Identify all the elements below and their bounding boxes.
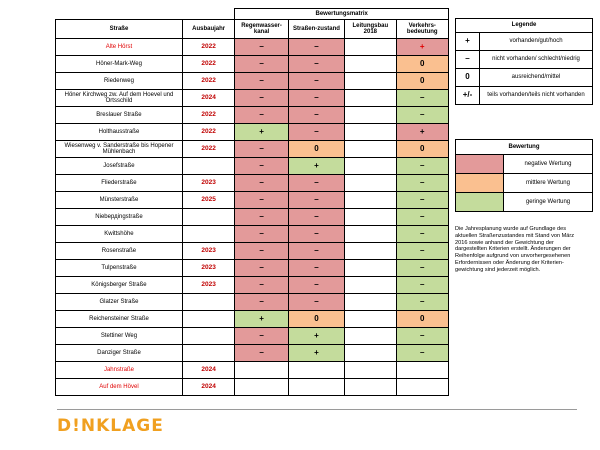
rain-channel-cell: –	[235, 39, 288, 56]
road-condition-cell: –	[288, 277, 344, 294]
pipe-construction-cell	[345, 379, 396, 396]
pipe-construction-cell	[345, 90, 396, 107]
rating-text: geringe Wertung	[504, 193, 593, 212]
rating-swatch-negative	[456, 155, 504, 174]
rain-channel-cell: –	[235, 277, 288, 294]
evaluation-matrix-table	[55, 8, 449, 396]
road-condition-cell: –	[288, 294, 344, 311]
table-row	[56, 311, 449, 328]
road-condition-cell: 0	[288, 311, 344, 328]
legend-text: teils vorhanden/teils nicht vorhanden	[480, 87, 593, 105]
road-condition-cell: –	[288, 90, 344, 107]
street-name-cell: Stettiner Weg	[56, 328, 183, 345]
year-cell: 2023	[182, 260, 234, 277]
table-row	[56, 345, 449, 362]
pipe-construction-cell	[345, 158, 396, 175]
pipe-construction-cell	[345, 294, 396, 311]
year-cell	[182, 345, 234, 362]
rating-text: negative Wertung	[504, 155, 593, 174]
rating-text: mittlere Wertung	[504, 174, 593, 193]
traffic-importance-cell: –	[396, 294, 448, 311]
traffic-importance-cell: –	[396, 226, 448, 243]
year-cell	[182, 158, 234, 175]
year-cell: 2022	[182, 73, 234, 90]
street-name-cell: Holthausstraße	[56, 124, 183, 141]
rating-swatch-medium	[456, 174, 504, 193]
table-row	[56, 158, 449, 175]
rain-channel-cell: –	[235, 175, 288, 192]
street-name-cell: Münsterstraße	[56, 192, 183, 209]
table-row	[56, 277, 449, 294]
legend-text: vorhanden/gut/hoch	[480, 33, 593, 51]
rain-channel-cell: –	[235, 209, 288, 226]
street-name-cell: Rosenstraße	[56, 243, 183, 260]
road-condition-cell: –	[288, 192, 344, 209]
header-traffic-importance: Verkehrs-bedeutung	[396, 20, 448, 39]
street-name-cell: Alte Hörst	[56, 39, 183, 56]
year-cell: 2025	[182, 192, 234, 209]
traffic-importance-cell: –	[396, 260, 448, 277]
road-condition-cell	[288, 379, 344, 396]
legend-text: nicht vorhanden/ schlecht/niedrig	[480, 51, 593, 69]
legend-symbol: –	[456, 51, 480, 69]
street-name-cell: Tulpenstraße	[56, 260, 183, 277]
rain-channel-cell: –	[235, 226, 288, 243]
table-row	[56, 294, 449, 311]
pipe-construction-cell	[345, 226, 396, 243]
traffic-importance-cell: 0	[396, 73, 448, 90]
road-condition-cell: –	[288, 175, 344, 192]
legend-text: ausreichend/mittel	[480, 69, 593, 87]
road-condition-cell: –	[288, 209, 344, 226]
traffic-importance-cell: –	[396, 328, 448, 345]
traffic-importance-cell: –	[396, 243, 448, 260]
header-pipe-construction: Leitungsbau 2018	[345, 20, 396, 39]
year-cell: 2022	[182, 56, 234, 73]
rain-channel-cell: –	[235, 243, 288, 260]
street-name-cell: Niebердingstraße	[56, 209, 183, 226]
rain-channel-cell: –	[235, 90, 288, 107]
table-row	[56, 107, 449, 124]
year-cell: 2022	[182, 107, 234, 124]
traffic-importance-cell: +	[396, 124, 448, 141]
year-cell	[182, 209, 234, 226]
street-name-cell: Höner-Mark-Weg	[56, 56, 183, 73]
table-row	[56, 226, 449, 243]
traffic-importance-cell: 0	[396, 311, 448, 328]
rating-title: Bewertung	[456, 140, 593, 155]
road-condition-cell: +	[288, 158, 344, 175]
pipe-construction-cell	[345, 277, 396, 294]
year-cell	[182, 294, 234, 311]
planning-note: Die Jahresplanung wurde auf Grundlage des aktuellen Straßenzustandes mit Stand von März 2016 sowie anhand der Gewichtung der dargestellten Kriterien erstellt. Änderungen der Reihenfolge aufgrund von unvorhergesehenen Erfordernissen oder Änderung der Kriteriengewichtung sind jederzeit möglich.	[455, 226, 575, 273]
street-name-cell: Fliederstraße	[56, 175, 183, 192]
pipe-construction-cell	[345, 192, 396, 209]
pipe-construction-cell	[345, 328, 396, 345]
table-row	[56, 90, 449, 107]
pipe-construction-cell	[345, 243, 396, 260]
street-name-cell: Reichensteiner Straße	[56, 311, 183, 328]
traffic-importance-cell: +	[396, 39, 448, 56]
rain-channel-cell: +	[235, 311, 288, 328]
traffic-importance-cell: 0	[396, 56, 448, 73]
street-name-cell: Riedenweg	[56, 73, 183, 90]
pipe-construction-cell	[345, 56, 396, 73]
pipe-construction-cell	[345, 107, 396, 124]
table-row	[56, 192, 449, 209]
year-cell: 2022	[182, 141, 234, 158]
legend-table	[455, 18, 593, 105]
traffic-importance-cell: –	[396, 90, 448, 107]
table-row	[56, 73, 449, 90]
pipe-construction-cell	[345, 175, 396, 192]
rain-channel-cell: –	[235, 328, 288, 345]
table-row	[56, 175, 449, 192]
rain-channel-cell: –	[235, 158, 288, 175]
traffic-importance-cell	[396, 379, 448, 396]
header-road-condition: Straßen-zustand	[288, 20, 344, 39]
legend-symbol: +/-	[456, 87, 480, 105]
street-name-cell: Glatzer Straße	[56, 294, 183, 311]
road-condition-cell: –	[288, 124, 344, 141]
legend-symbol: +	[456, 33, 480, 51]
year-cell: 2023	[182, 277, 234, 294]
year-cell: 2022	[182, 39, 234, 56]
street-name-cell: Josefstraße	[56, 158, 183, 175]
traffic-importance-cell: –	[396, 158, 448, 175]
year-cell: 2024	[182, 362, 234, 379]
road-condition-cell: –	[288, 73, 344, 90]
year-cell	[182, 328, 234, 345]
pipe-construction-cell	[345, 260, 396, 277]
road-condition-cell: +	[288, 328, 344, 345]
pipe-construction-cell	[345, 124, 396, 141]
street-name-cell: Wiesenweg v. Sanderstraße bis Hopener Mühlenbach	[56, 141, 183, 158]
pipe-construction-cell	[345, 209, 396, 226]
traffic-importance-cell	[396, 362, 448, 379]
street-name-cell: Jahnstraße	[56, 362, 183, 379]
year-cell: 2023	[182, 175, 234, 192]
rain-channel-cell: –	[235, 260, 288, 277]
header-year: Ausbaujahr	[182, 20, 234, 39]
year-cell: 2024	[182, 90, 234, 107]
street-name-cell: Breslauer Straße	[56, 107, 183, 124]
table-row	[56, 209, 449, 226]
year-cell: 2024	[182, 379, 234, 396]
table-row	[56, 362, 449, 379]
year-cell: 2023	[182, 243, 234, 260]
matrix-super-header: Bewertungsmatrix	[235, 9, 449, 20]
street-name-cell: Danziger Straße	[56, 345, 183, 362]
street-name-cell: Höner Kirchweg zw. Auf dem Hoevel und Ortsschild	[56, 90, 183, 107]
pipe-construction-cell	[345, 73, 396, 90]
table-row	[56, 39, 449, 56]
legend-title: Legende	[456, 19, 593, 33]
table-row	[56, 260, 449, 277]
road-condition-cell: –	[288, 107, 344, 124]
rain-channel-cell: –	[235, 56, 288, 73]
traffic-importance-cell: –	[396, 345, 448, 362]
table-row	[56, 243, 449, 260]
rain-channel-cell: –	[235, 141, 288, 158]
rain-channel-cell: –	[235, 107, 288, 124]
street-name-cell: Königsberger Straße	[56, 277, 183, 294]
rain-channel-cell	[235, 379, 288, 396]
dinklage-logo: D!NKLAGE	[57, 416, 164, 436]
street-name-cell: Auf dem Hövel	[56, 379, 183, 396]
road-condition-cell: –	[288, 226, 344, 243]
year-cell	[182, 311, 234, 328]
table-row	[56, 56, 449, 73]
table-row	[56, 328, 449, 345]
road-condition-cell: –	[288, 56, 344, 73]
year-cell: 2022	[182, 124, 234, 141]
traffic-importance-cell: –	[396, 192, 448, 209]
table-row	[56, 124, 449, 141]
header-rain-channel: Regenwasser-kanal	[235, 20, 288, 39]
header-street: Straße	[56, 20, 183, 39]
road-condition-cell: +	[288, 345, 344, 362]
street-name-cell: Kwittshöhe	[56, 226, 183, 243]
table-row	[56, 379, 449, 396]
pipe-construction-cell	[345, 311, 396, 328]
traffic-importance-cell: 0	[396, 141, 448, 158]
pipe-construction-cell	[345, 39, 396, 56]
rain-channel-cell: –	[235, 192, 288, 209]
year-cell	[182, 226, 234, 243]
legend-symbol: 0	[456, 69, 480, 87]
pipe-construction-cell	[345, 345, 396, 362]
rating-swatch-low	[456, 193, 504, 212]
road-condition-cell	[288, 362, 344, 379]
traffic-importance-cell: –	[396, 209, 448, 226]
rain-channel-cell: +	[235, 124, 288, 141]
traffic-importance-cell: –	[396, 107, 448, 124]
traffic-importance-cell: –	[396, 175, 448, 192]
road-condition-cell: –	[288, 243, 344, 260]
rain-channel-cell: –	[235, 73, 288, 90]
traffic-importance-cell: –	[396, 277, 448, 294]
rain-channel-cell: –	[235, 345, 288, 362]
rain-channel-cell	[235, 362, 288, 379]
pipe-construction-cell	[345, 141, 396, 158]
pipe-construction-cell	[345, 362, 396, 379]
rain-channel-cell: –	[235, 294, 288, 311]
road-condition-cell: –	[288, 39, 344, 56]
road-condition-cell: 0	[288, 141, 344, 158]
road-condition-cell: –	[288, 260, 344, 277]
footer-divider	[57, 409, 577, 410]
rating-table	[455, 139, 593, 212]
table-row	[56, 141, 449, 158]
